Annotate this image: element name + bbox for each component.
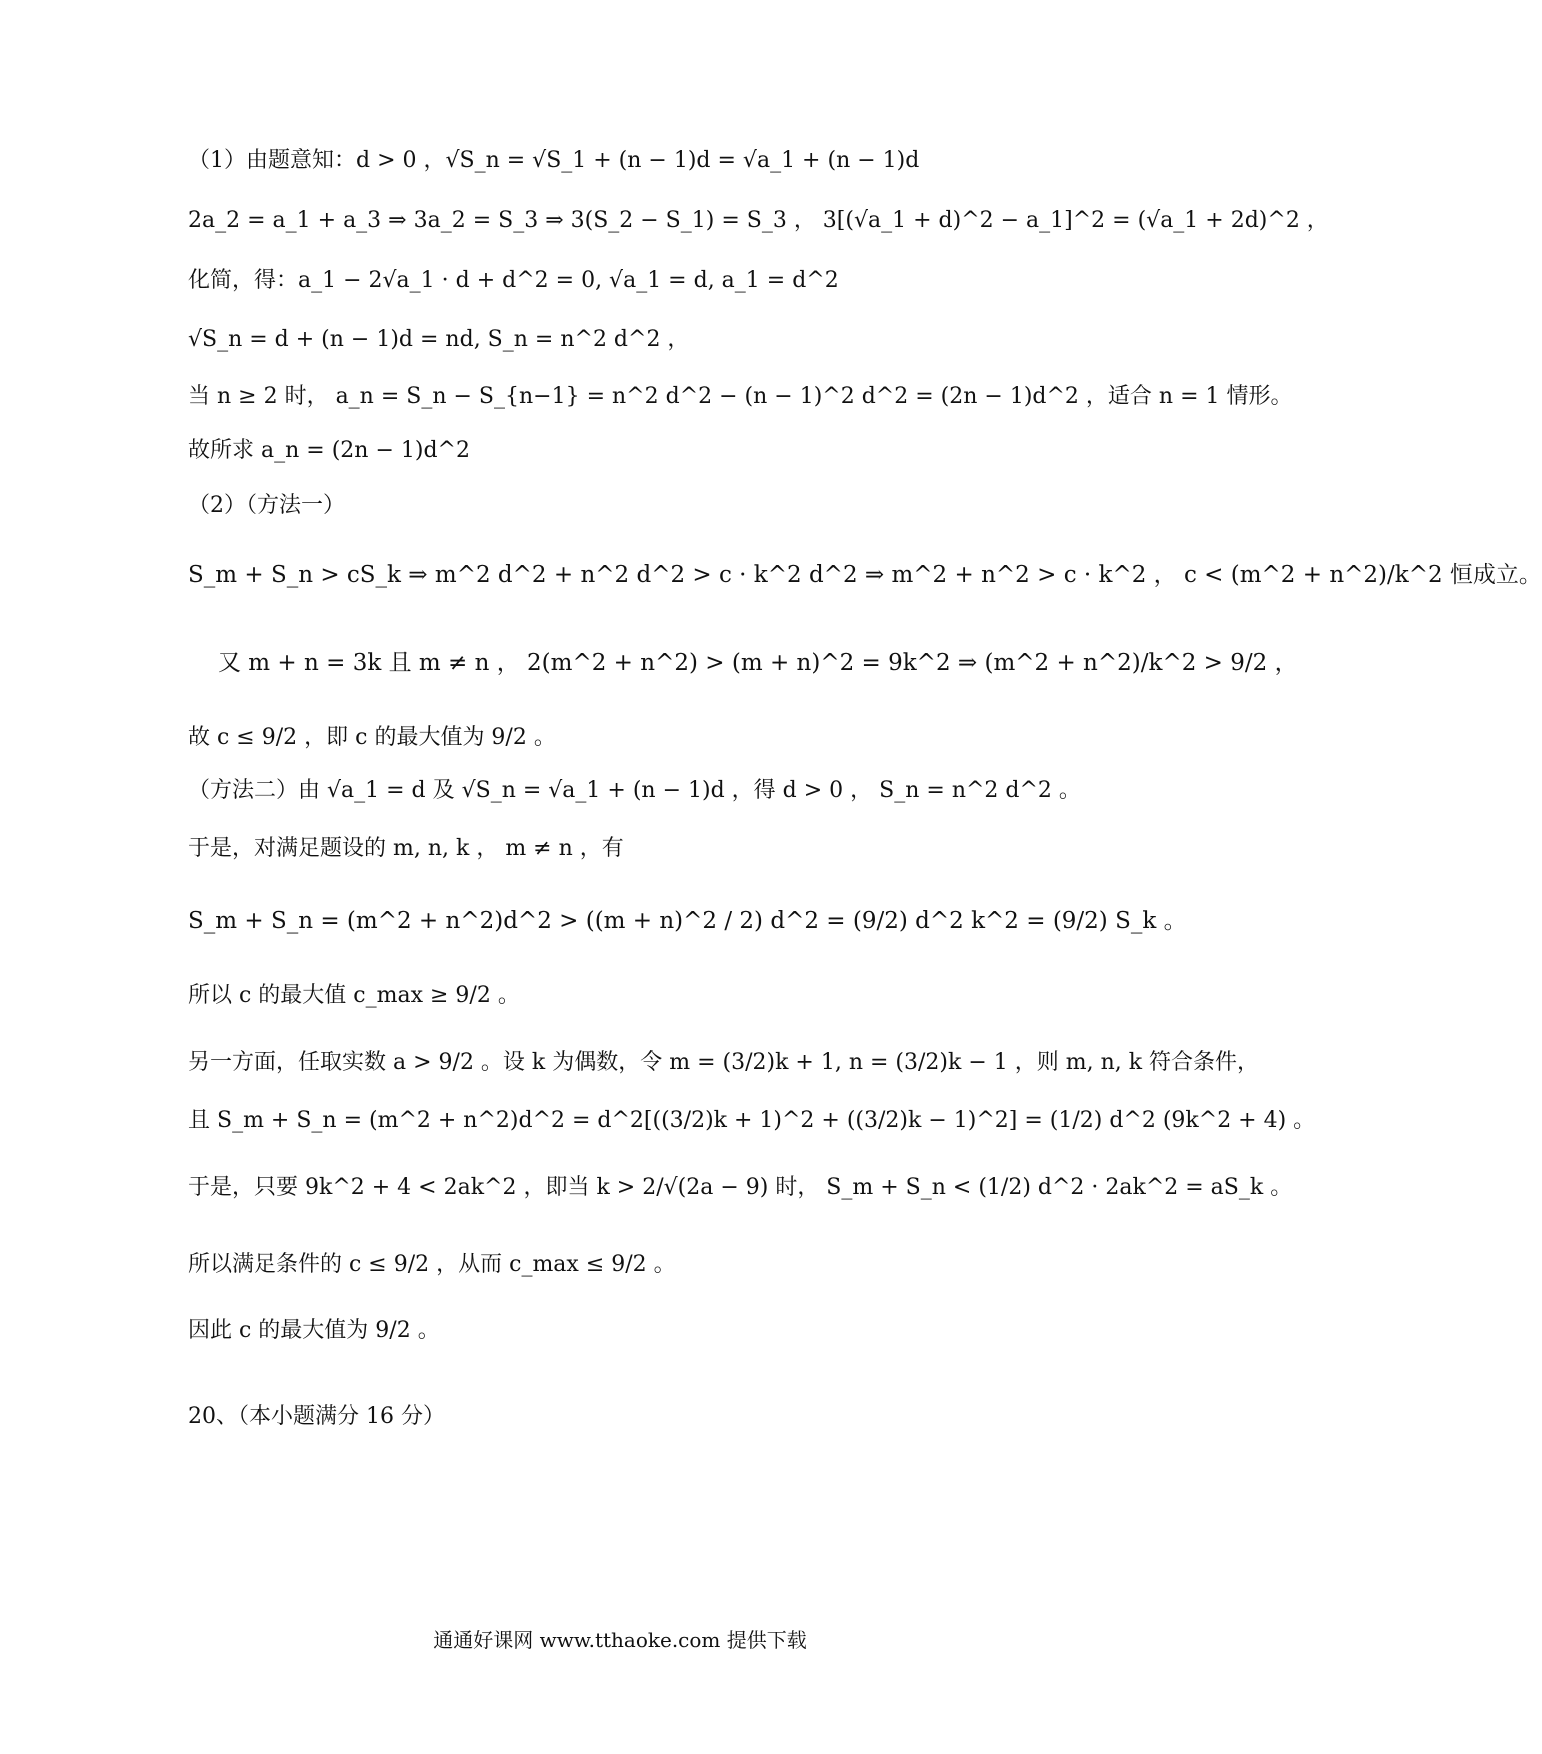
solution-line: 故 c ≤ 9/2 ，即 c 的最大值为 9/2 。 — [188, 725, 556, 750]
solution-line: 化简，得：a_1 − 2√a_1 · d + d^2 = 0, √a_1 = d, a_1 = d^2 — [188, 268, 839, 293]
solution-line: S_m + S_n = (m^2 + n^2)d^2 > ((m + n)^2 / 2) d^2 = (9/2) d^2 k^2 = (9/2) S_k 。 — [188, 908, 1187, 934]
footer-credit: 通通好课网 www.tthaoke.com 提供下载 — [433, 1628, 807, 1652]
solution-line: S_m + S_n > cS_k ⇒ m^2 d^2 + n^2 d^2 > c · k^2 d^2 ⇒ m^2 + n^2 > c · k^2 ， c < (m^2 + n^2)/k^2 恒成立。 — [188, 562, 1542, 588]
solution-line: √S_n = d + (n − 1)d = nd, S_n = n^2 d^2 ， — [188, 327, 690, 352]
solution-line: 当 n ≥ 2 时， a_n = S_n − S_{n−1} = n^2 d^2 − (n − 1)^2 d^2 = (2n − 1)d^2 ，适合 n = 1 情形。 — [188, 384, 1293, 409]
solution-line: 因此 c 的最大值为 9/2 。 — [188, 1318, 440, 1343]
solution-line: （1）由题意知：d > 0 ，√S_n = √S_1 + (n − 1)d = √a_1 + (n − 1)d — [188, 148, 920, 173]
solution-line: 故所求 a_n = (2n − 1)d^2 — [188, 438, 470, 463]
question-heading: 20、（本小题满分 16 分） — [188, 1404, 445, 1429]
solution-line: 于是，对满足题设的 m, n, k ， m ≠ n ，有 — [188, 836, 624, 861]
solution-line: 所以 c 的最大值 c_max ≥ 9/2 。 — [188, 983, 520, 1008]
solution-line: 且 S_m + S_n = (m^2 + n^2)d^2 = d^2[((3/2)k + 1)^2 + ((3/2)k − 1)^2] = (1/2) d^2 (9k^2 + 4) 。 — [188, 1108, 1316, 1133]
solution-line: （2）（方法一） — [188, 493, 345, 518]
solution-line: 所以满足条件的 c ≤ 9/2 ，从而 c_max ≤ 9/2 。 — [188, 1252, 676, 1277]
solution-line: 2a_2 = a_1 + a_3 ⇒ 3a_2 = S_3 ⇒ 3(S_2 − S_1) = S_3 ， 3[(√a_1 + d)^2 − a_1]^2 = (√a_1 + 2d)^2 ， — [188, 208, 1329, 233]
solution-line: 另一方面，任取实数 a > 9/2 。设 k 为偶数，令 m = (3/2)k + 1, n = (3/2)k − 1 ，则 m, n, k 符合条件， — [188, 1050, 1260, 1075]
solution-line: 又 m + n = 3k 且 m ≠ n ， 2(m^2 + n^2) > (m + n)^2 = 9k^2 ⇒ (m^2 + n^2)/k^2 > 9/2 ， — [218, 650, 1298, 676]
solution-line: （方法二）由 √a_1 = d 及 √S_n = √a_1 + (n − 1)d ，得 d > 0 ， S_n = n^2 d^2 。 — [188, 778, 1081, 803]
solution-line: 于是，只要 9k^2 + 4 < 2ak^2 ，即当 k > 2/√(2a − 9) 时， S_m + S_n < (1/2) d^2 · 2ak^2 = aS_k 。 — [188, 1175, 1293, 1200]
